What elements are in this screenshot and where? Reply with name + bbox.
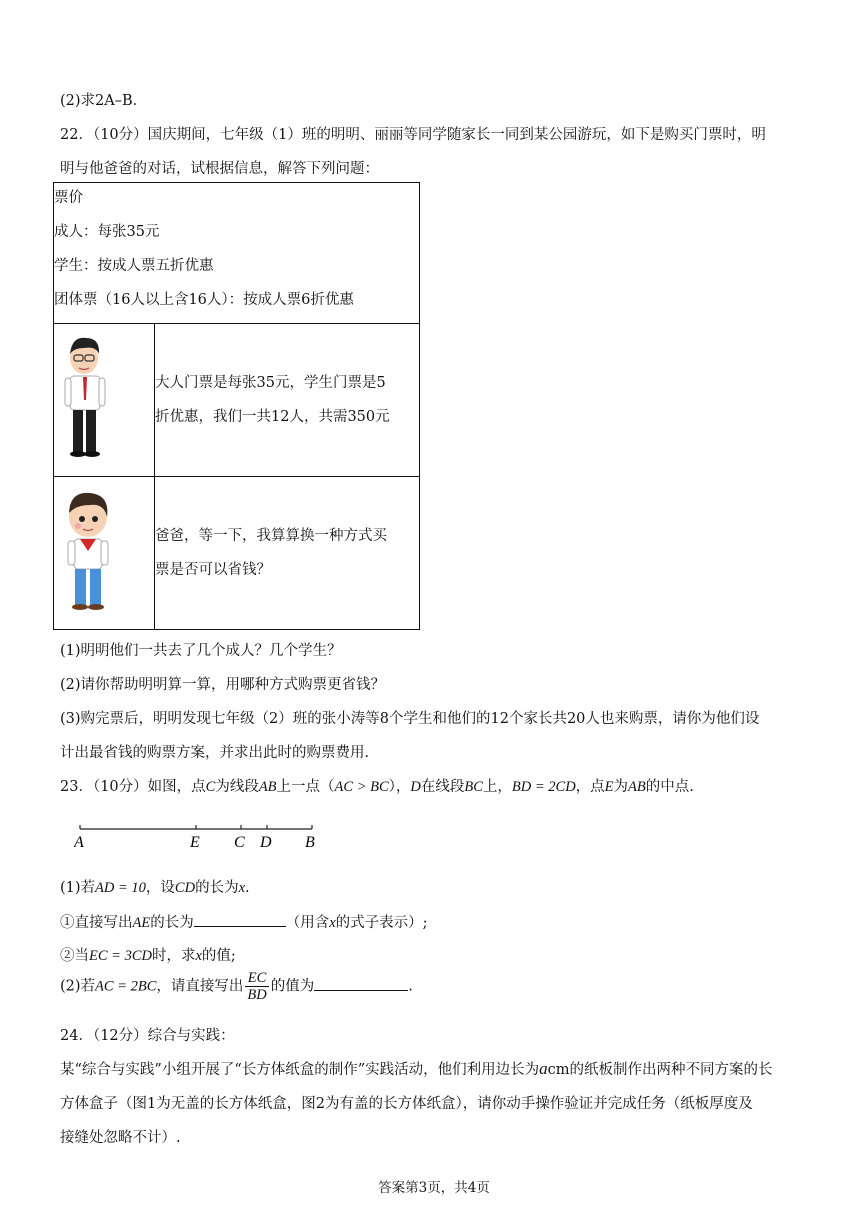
point-label-e: E — [190, 834, 200, 851]
boy-picture-cell — [54, 477, 155, 630]
answer-blank-ratio[interactable] — [314, 976, 408, 991]
dad-speech-line2: 折优惠，我们一共12人，共需350元 — [155, 409, 390, 425]
q24-title: 24．（12分）综合与实践： — [60, 1028, 235, 1044]
price-adult: 成人：每张35元 — [54, 224, 160, 240]
q22-stem-line1: 22．（10分）国庆期间，七年级（1）班的明明、丽丽等同学随家长一同到某公园游玩，如下是购买门票时，明 — [60, 127, 766, 143]
boy-illustration — [54, 477, 154, 625]
boy-speech-cell — [155, 477, 420, 630]
price-title: 票价 — [54, 190, 83, 206]
point-label-b: B — [305, 834, 315, 851]
q22-stem-line2: 明与他爸爸的对话，试根据信息，解答下列问题： — [60, 161, 379, 177]
ticket-info-table — [53, 182, 420, 630]
boy-speech-line2: 票是否可以省钱？ — [155, 562, 271, 578]
q22-sub3-line2: 计出最省钱的购票方案，并求出此时的购票费用. — [60, 745, 370, 761]
answer-blank-ae[interactable] — [194, 912, 286, 927]
price-group: 团体票（16人以上含16人）：按成人票6折优惠 — [54, 292, 354, 308]
q24-line3: 方体盒子（图1为无盖的长方体纸盒，图2为有盖的长方体纸盒），请你动手操作验证并完成任务（纸板厚度及 — [60, 1096, 753, 1112]
q23-part1: (1)若AD = 10，设CD的长为x. — [60, 880, 250, 896]
point-label-c: C — [234, 834, 245, 851]
boy-speech-line1: 爸爸，等一下，我算算换一种方式买 — [155, 528, 387, 544]
q23-part1-circle2: ②当EC = 3CD时，求x的值; — [60, 948, 236, 964]
page-footer: 答案第3页，共4页 — [378, 1180, 490, 1196]
q22-sub1: (1)明明他们一共去了几个成人？几个学生？ — [60, 643, 342, 659]
fraction-ec-bd: $\frac{EC}{BD}$ — [247, 970, 267, 1003]
q22-sub2: (2)请你帮助明明算一算，用哪种方式购票更省钱？ — [60, 677, 386, 693]
q21-part2: (2)求2A–B． — [60, 93, 148, 109]
dad-illustration — [54, 324, 154, 472]
point-label-a: A — [74, 834, 84, 851]
price-student: 学生：按成人票五折优惠 — [54, 258, 214, 274]
q24-line4: 接缝处忽略不计）. — [60, 1130, 181, 1146]
dad-picture-cell — [54, 324, 155, 477]
q22-sub3-line1: (3)购完票后，明明发现七年级（2）班的张小涛等8个学生和他们的12个家长共20人也来购票，请你为他们设 — [60, 711, 760, 727]
line-segment-figure — [74, 817, 324, 857]
dad-speech-line1: 大人门票是每张35元，学生门票是5 — [155, 375, 386, 391]
q23-stem: 23．（10分）如图，点C为线段AB上一点（AC > BC），D在线段BC上，BD = 2CD，点E为AB的中点. — [60, 779, 694, 795]
point-label-d: D — [260, 834, 272, 851]
q24-line2: 某“综合与实践”小组开展了“长方体纸盒的制作”实践活动，他们利用边长为acm的纸板制作出两种不同方案的长 — [60, 1059, 773, 1078]
q23-part2: (2)若AC = 2BC，请直接写出 $\frac{EC}{BD}$ 的值为 . — [60, 970, 413, 1003]
q23-part1-circle1: ①直接写出AE的长为 （用含x的式子表示）; — [60, 911, 428, 932]
price-cell — [54, 183, 420, 324]
dad-speech-cell — [155, 324, 420, 477]
